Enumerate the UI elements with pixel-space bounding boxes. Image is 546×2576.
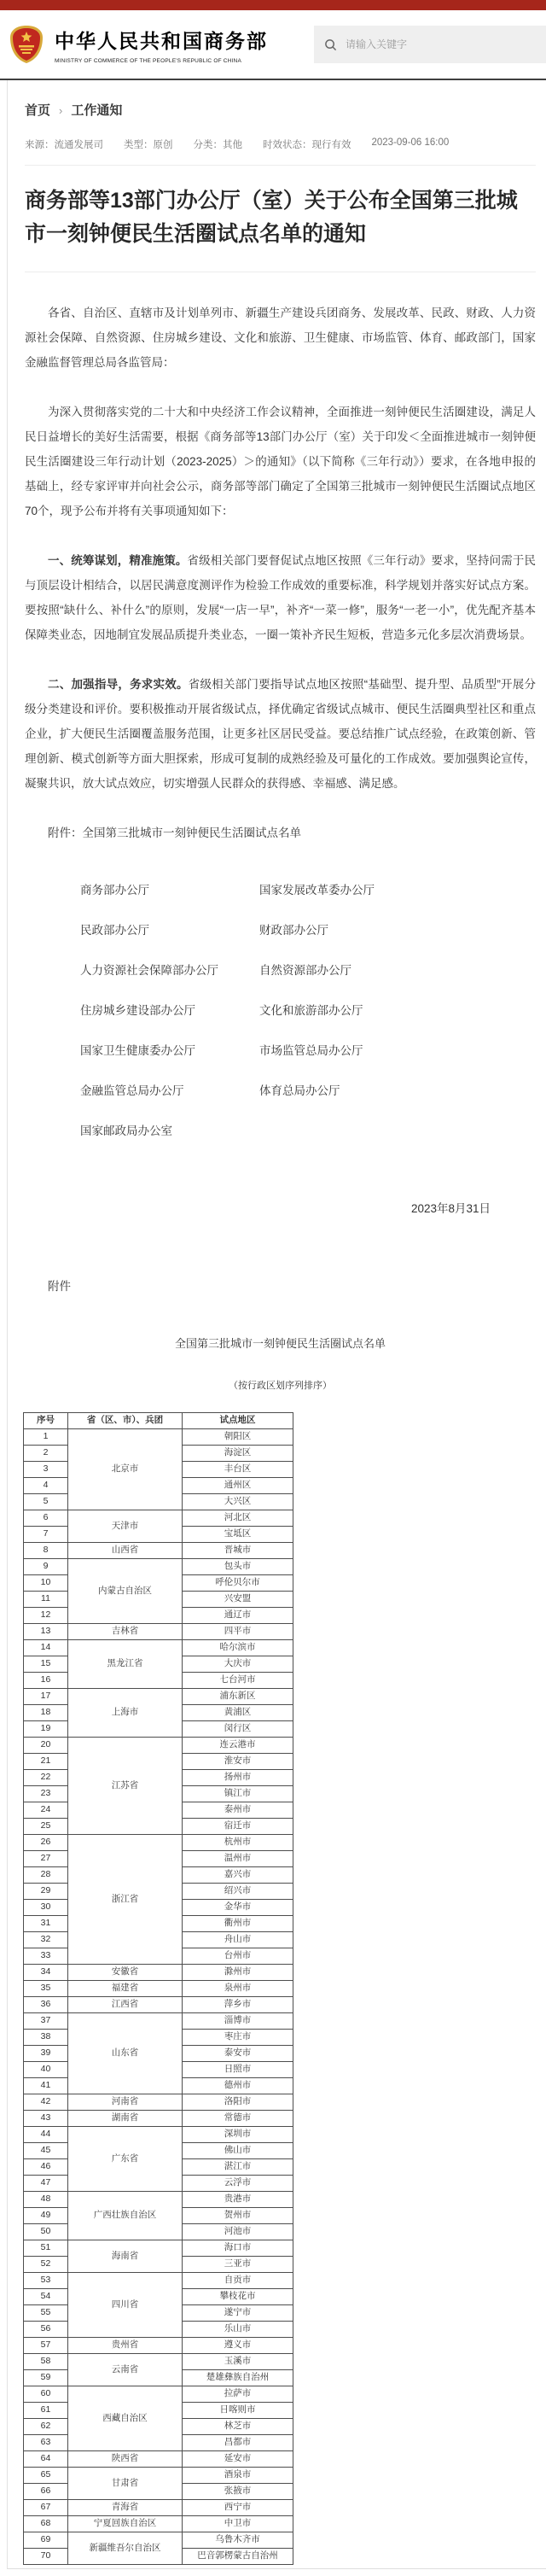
seq-cell: 22 xyxy=(24,1770,68,1786)
signature-right: 国家发展改革委办公厅 xyxy=(259,884,375,897)
province-cell: 海南省 xyxy=(68,2240,183,2273)
seq-cell: 63 xyxy=(24,2435,68,2451)
province-cell: 甘肃省 xyxy=(68,2468,183,2500)
pilot-area-cell: 林芝市 xyxy=(183,2419,293,2435)
search-input[interactable] xyxy=(346,38,536,50)
table-row xyxy=(24,1624,293,1640)
table-row xyxy=(24,1559,293,1575)
signature-left: 住房城乡建设部办公厅 xyxy=(80,1004,195,1017)
pilot-area-cell: 台州市 xyxy=(183,1948,293,1965)
pilot-area-cell: 宝坻区 xyxy=(183,1527,293,1543)
meta-publish-date: 2023-09-06 16:00 xyxy=(371,137,450,148)
pilot-area-cell: 海口市 xyxy=(183,2240,293,2257)
seq-cell: 45 xyxy=(24,2143,68,2159)
seq-cell: 33 xyxy=(24,1948,68,1965)
pilot-area-cell: 乌鲁木齐市 xyxy=(183,2532,293,2549)
table-row xyxy=(24,2468,293,2484)
pilot-area-cell: 泰安市 xyxy=(183,2046,293,2062)
province-cell: 山东省 xyxy=(68,2013,183,2094)
seq-cell: 18 xyxy=(24,1705,68,1721)
pilot-area-cell: 绍兴市 xyxy=(183,1884,293,1900)
seq-cell: 35 xyxy=(24,1981,68,1997)
seq-cell: 62 xyxy=(24,2419,68,2435)
pilot-area-cell: 海淀区 xyxy=(183,1446,293,1462)
article-body xyxy=(25,272,536,845)
table-row xyxy=(24,2500,293,2516)
table-row xyxy=(24,1510,293,1527)
article-paragraph: 各省、自治区、直辖市及计划单列市、新疆生产建设兵团商务、发展改革、民政、财政、人力资源社会保障、自然资源、住房城乡建设、文化和旅游、卫生健康、市场监管、体育、邮政部门，国家金融监督管理总局各监管局： xyxy=(25,307,536,369)
signature-row xyxy=(25,958,536,983)
seq-cell: 8 xyxy=(24,1543,68,1559)
column-header-seq: 序号 xyxy=(24,1413,68,1429)
seq-cell: 59 xyxy=(24,2370,68,2386)
seq-cell: 15 xyxy=(24,1656,68,1673)
pilot-area-cell: 西宁市 xyxy=(183,2500,293,2516)
issue-date: 2023年8月31日 xyxy=(410,1202,491,1215)
province-cell: 天津市 xyxy=(68,1510,183,1543)
pilot-area-cell: 楚雄彝族自治州 xyxy=(183,2370,293,2386)
pilot-area-cell: 张掖市 xyxy=(183,2484,293,2500)
seq-cell: 66 xyxy=(24,2484,68,2500)
province-cell: 青海省 xyxy=(68,2500,183,2516)
seq-cell: 38 xyxy=(24,2030,68,2046)
seq-cell: 51 xyxy=(24,2240,68,2257)
signature-left: 人力资源社会保障部办公厅 xyxy=(80,964,218,977)
seq-cell: 37 xyxy=(24,2013,68,2030)
seq-cell: 24 xyxy=(24,1802,68,1819)
pilot-area-cell: 嘉兴市 xyxy=(183,1867,293,1884)
seq-cell: 30 xyxy=(24,1900,68,1916)
pilot-area-cell: 淮安市 xyxy=(183,1754,293,1770)
signature-right: 财政部办公厅 xyxy=(259,924,328,937)
pilot-area-cell: 洛阳市 xyxy=(183,2094,293,2111)
province-cell: 四川省 xyxy=(68,2273,183,2338)
table-row xyxy=(24,1689,293,1705)
pilot-areas-table xyxy=(23,1412,293,2565)
table-row xyxy=(24,2273,293,2289)
meta-type: 类型：原创 xyxy=(124,140,173,150)
meta-source: 来源：流通发展司 xyxy=(25,140,103,150)
province-cell: 上海市 xyxy=(68,1689,183,1738)
seq-cell: 42 xyxy=(24,2094,68,2111)
attachment-label: 附件 xyxy=(48,1280,71,1293)
seq-cell: 43 xyxy=(24,2111,68,2127)
pilot-area-cell: 遵义市 xyxy=(183,2338,293,2354)
table-row xyxy=(24,1997,293,2013)
pilot-area-cell: 七台河市 xyxy=(183,1673,293,1689)
pilot-area-cell: 泰州市 xyxy=(183,1802,293,1819)
table-row xyxy=(24,2111,293,2127)
province-cell: 江西省 xyxy=(68,1997,183,2013)
pilot-area-cell: 宿迁市 xyxy=(183,1819,293,1835)
seq-cell: 65 xyxy=(24,2468,68,2484)
article-paragraph: 一、统筹谋划，精准施策。省级相关部门要督促试点地区按照《三年行动》要求，坚持问需于民与顶层设计相结合，以居民满意度测评作为检验工作成效的重要标准，科学规划并落实好试点方案。要按照“缺什么、补什么”的原则，发展“一店一早”，补齐“一菜一修”，服务“一老一小”，优先配齐基本保障类业态，因地制宜发展品质提升类业态，一圈一策补齐民生短板，营造多元化多层次消费场景。 xyxy=(25,554,537,641)
signature-left: 国家邮政局办公室 xyxy=(80,1124,172,1137)
table-row xyxy=(24,2386,293,2403)
seq-cell: 1 xyxy=(24,1429,68,1446)
pilot-area-cell: 乐山市 xyxy=(183,2322,293,2338)
seq-cell: 60 xyxy=(24,2386,68,2403)
table-row xyxy=(24,2192,293,2208)
table-row xyxy=(24,1543,293,1559)
pilot-area-cell: 杭州市 xyxy=(183,1835,293,1851)
meta-validity: 时效状态：现行有效 xyxy=(263,140,351,150)
signature-left: 国家卫生健康委办公厅 xyxy=(80,1044,195,1057)
table-row xyxy=(24,2338,293,2354)
signature-row xyxy=(25,918,536,943)
site-title-english: MINISTRY OF COMMERCE OF THE PEOPLE'S REPUBLIC OF CHINA xyxy=(55,57,241,64)
breadcrumb-current[interactable]: 工作通知 xyxy=(71,103,123,118)
pilot-area-cell: 拉萨市 xyxy=(183,2386,293,2403)
seq-cell: 53 xyxy=(24,2273,68,2289)
pilot-area-cell: 玉溪市 xyxy=(183,2354,293,2370)
signature-right: 自然资源部办公厅 xyxy=(259,964,351,977)
seq-cell: 49 xyxy=(24,2208,68,2224)
national-emblem-logo xyxy=(9,25,44,64)
seq-cell: 3 xyxy=(24,1462,68,1478)
province-cell: 北京市 xyxy=(68,1429,183,1510)
pilot-area-cell: 扬州市 xyxy=(183,1770,293,1786)
top-red-bar xyxy=(0,0,546,10)
province-cell: 新疆维吾尔自治区 xyxy=(68,2532,183,2565)
attachment-table-title: 全国第三批城市一刻钟便民生活圈试点名单 xyxy=(174,1337,386,1350)
content-container xyxy=(7,80,546,2568)
seq-cell: 68 xyxy=(24,2516,68,2532)
province-cell: 湖南省 xyxy=(68,2111,183,2127)
seq-cell: 70 xyxy=(24,2549,68,2565)
table-row xyxy=(24,2094,293,2111)
pilot-area-cell: 萍乡市 xyxy=(183,1997,293,2013)
seq-cell: 4 xyxy=(24,1478,68,1494)
seq-cell: 50 xyxy=(24,2224,68,2240)
meta-category: 分类：其他 xyxy=(193,140,242,150)
seq-cell: 7 xyxy=(24,1527,68,1543)
seq-cell: 26 xyxy=(24,1835,68,1851)
site-header xyxy=(0,10,546,79)
pilot-area-cell: 深圳市 xyxy=(183,2127,293,2143)
pilot-area-cell: 遂宁市 xyxy=(183,2305,293,2322)
seq-cell: 56 xyxy=(24,2322,68,2338)
seq-cell: 67 xyxy=(24,2500,68,2516)
seq-cell: 69 xyxy=(24,2532,68,2549)
seq-cell: 10 xyxy=(24,1575,68,1592)
article-paragraph: 为深入贯彻落实党的二十大和中央经济工作会议精神，全面推进一刻钟便民生活圈建设，满足人民日益增长的美好生活需要，根据《商务部等13部门办公厅（室）关于印发＜全面推进城市一刻钟便民生活圈建设三年行动计划（2023-2025）＞的通知》（以下简称《三年行动》）要求，在各地申报的基础上，经专家评审并向社会公示，商务部等部门确定了全国第三批城市一刻钟便民生活圈试点地区70个，现予公布并将有关事项通知如下： xyxy=(25,406,536,517)
signature-row xyxy=(25,1078,536,1103)
seq-cell: 47 xyxy=(24,2176,68,2192)
pilot-area-cell: 佛山市 xyxy=(183,2143,293,2159)
table-row xyxy=(24,1965,293,1981)
seq-cell: 39 xyxy=(24,2046,68,2062)
pilot-area-cell: 连云港市 xyxy=(183,1738,293,1754)
seq-cell: 32 xyxy=(24,1932,68,1948)
pilot-area-cell: 德州市 xyxy=(183,2078,293,2094)
pilot-area-cell: 舟山市 xyxy=(183,1932,293,1948)
table-row xyxy=(24,1429,293,1446)
province-cell: 黑龙江省 xyxy=(68,1640,183,1689)
province-cell: 广东省 xyxy=(68,2127,183,2192)
pilot-area-cell: 云浮市 xyxy=(183,2176,293,2192)
attachment-table-subtitle: （按行政区划序列排序） xyxy=(229,1381,332,1391)
pilot-area-cell: 闵行区 xyxy=(183,1721,293,1738)
pilot-area-cell: 常德市 xyxy=(183,2111,293,2127)
pilot-area-cell: 中卫市 xyxy=(183,2516,293,2532)
pilot-area-cell: 昌都市 xyxy=(183,2435,293,2451)
province-cell: 宁夏回族自治区 xyxy=(68,2516,183,2532)
seq-cell: 25 xyxy=(24,1819,68,1835)
article-title: 商务部等13部门办公厅（室）关于公布全国第三批城市一刻钟便民生活圈试点名单的通知 xyxy=(25,166,536,272)
province-cell: 山西省 xyxy=(68,1543,183,1559)
seq-cell: 57 xyxy=(24,2338,68,2354)
signature-right: 体育总局办公厅 xyxy=(259,1084,340,1097)
province-cell: 江苏省 xyxy=(68,1738,183,1835)
pilot-area-cell: 河北区 xyxy=(183,1510,293,1527)
pilot-area-cell: 日喀则市 xyxy=(183,2403,293,2419)
seq-cell: 12 xyxy=(24,1608,68,1624)
search-box[interactable] xyxy=(314,26,546,63)
province-cell: 贵州省 xyxy=(68,2338,183,2354)
pilot-area-cell: 大兴区 xyxy=(183,1494,293,1510)
pilot-area-cell: 四平市 xyxy=(183,1624,293,1640)
signature-row xyxy=(25,1038,536,1063)
pilot-area-cell: 通辽市 xyxy=(183,1608,293,1624)
seq-cell: 40 xyxy=(24,2062,68,2078)
province-cell: 吉林省 xyxy=(68,1624,183,1640)
signature-right: 市场监管总局办公厅 xyxy=(259,1044,363,1057)
pilot-area-cell: 淄博市 xyxy=(183,2013,293,2030)
article-paragraph: 二、加强指导，务求实效。省级相关部门要指导试点地区按照“基础型、提升型、品质型”开展分级分类建设和评价。要积极推动开展省级试点，择优确定省级试点城市、便民生活圈典型社区和重点企业，扩大便民生活圈覆盖服务范围，让更多社区居民受益。要总结推广试点经验，在政策创新、管理创新、模式创新等方面大胆探索，形成可复制的成熟经验及可量化的工作成效。要加强舆论宣传，凝聚共识，放大试点效应，切实增强人民群众的获得感、幸福感、满足感。 xyxy=(25,678,536,790)
signature-left: 金融监管总局办公厅 xyxy=(80,1084,184,1097)
pilot-area-cell: 温州市 xyxy=(183,1851,293,1867)
table-row xyxy=(24,2516,293,2532)
province-cell: 西藏自治区 xyxy=(68,2386,183,2451)
seq-cell: 14 xyxy=(24,1640,68,1656)
province-cell: 河南省 xyxy=(68,2094,183,2111)
pilot-area-cell: 大庆市 xyxy=(183,1656,293,1673)
pilot-area-cell: 丰台区 xyxy=(183,1462,293,1478)
seq-cell: 19 xyxy=(24,1721,68,1738)
table-row xyxy=(24,1835,293,1851)
seq-cell: 27 xyxy=(24,1851,68,1867)
signature-row xyxy=(25,1119,536,1143)
pilot-area-cell: 自贡市 xyxy=(183,2273,293,2289)
pilot-area-cell: 哈尔滨市 xyxy=(183,1640,293,1656)
province-cell: 安徽省 xyxy=(68,1965,183,1981)
seq-cell: 6 xyxy=(24,1510,68,1527)
province-cell: 浙江省 xyxy=(68,1835,183,1965)
signature-left: 民政部办公厅 xyxy=(80,924,149,937)
seq-cell: 54 xyxy=(24,2289,68,2305)
province-cell: 内蒙古自治区 xyxy=(68,1559,183,1624)
pilot-area-cell: 延安市 xyxy=(183,2451,293,2468)
pilot-area-cell: 衢州市 xyxy=(183,1916,293,1932)
seq-cell: 46 xyxy=(24,2159,68,2176)
pilot-area-cell: 黄浦区 xyxy=(183,1705,293,1721)
pilot-area-cell: 金华市 xyxy=(183,1900,293,1916)
pilot-area-cell: 镇江市 xyxy=(183,1786,293,1802)
meta-row xyxy=(25,137,536,166)
seq-cell: 13 xyxy=(24,1624,68,1640)
pilot-area-cell: 日照市 xyxy=(183,2062,293,2078)
seq-cell: 34 xyxy=(24,1965,68,1981)
pilot-area-cell: 酒泉市 xyxy=(183,2468,293,2484)
seq-cell: 29 xyxy=(24,1884,68,1900)
seq-cell: 52 xyxy=(24,2257,68,2273)
pilot-area-cell: 浦东新区 xyxy=(183,1689,293,1705)
seq-cell: 64 xyxy=(24,2451,68,2468)
seq-cell: 16 xyxy=(24,1673,68,1689)
pilot-area-cell: 通州区 xyxy=(183,1478,293,1494)
seq-cell: 9 xyxy=(24,1559,68,1575)
pilot-area-cell: 三亚市 xyxy=(183,2257,293,2273)
pilot-area-cell: 湛江市 xyxy=(183,2159,293,2176)
search-icon[interactable] xyxy=(324,38,337,51)
table-row xyxy=(24,2013,293,2030)
column-header-pilot-area: 试点地区 xyxy=(183,1413,293,1429)
column-header-province: 省（区、市）、兵团 xyxy=(68,1413,183,1429)
table-row xyxy=(24,2127,293,2143)
seq-cell: 58 xyxy=(24,2354,68,2370)
pilot-area-cell: 贺州市 xyxy=(183,2208,293,2224)
pilot-area-cell: 呼伦贝尔市 xyxy=(183,1575,293,1592)
breadcrumb-separator-icon: › xyxy=(59,104,63,117)
province-cell: 陕西省 xyxy=(68,2451,183,2468)
table-header-row xyxy=(24,1413,293,1429)
site-title: 中华人民共和国商务部 xyxy=(55,29,268,52)
table-row xyxy=(24,2354,293,2370)
table-row xyxy=(24,1981,293,1997)
pilot-area-cell: 贵港市 xyxy=(183,2192,293,2208)
seq-cell: 21 xyxy=(24,1754,68,1770)
seq-cell: 17 xyxy=(24,1689,68,1705)
footer-divider xyxy=(7,2568,546,2576)
seq-cell: 48 xyxy=(24,2192,68,2208)
province-cell: 广西壮族自治区 xyxy=(68,2192,183,2240)
article-paragraph: 附件：全国第三批城市一刻钟便民生活圈试点名单 xyxy=(48,827,301,839)
signature-row xyxy=(25,878,536,902)
site-brand xyxy=(55,26,268,64)
pilot-area-cell: 枣庄市 xyxy=(183,2030,293,2046)
pilot-area-cell: 巴音郭楞蒙古自治州 xyxy=(183,2549,293,2565)
table-row xyxy=(24,2240,293,2257)
signature-left: 商务部办公厅 xyxy=(80,884,149,897)
breadcrumb-home-link[interactable]: 首页 xyxy=(25,103,51,118)
seq-cell: 36 xyxy=(24,1997,68,2013)
seq-cell: 5 xyxy=(24,1494,68,1510)
table-row xyxy=(24,1738,293,1754)
signature-row xyxy=(25,998,536,1023)
pilot-area-cell: 滁州市 xyxy=(183,1965,293,1981)
pilot-area-cell: 河池市 xyxy=(183,2224,293,2240)
signature-block xyxy=(25,878,536,1143)
seq-cell: 44 xyxy=(24,2127,68,2143)
province-cell: 福建省 xyxy=(68,1981,183,1997)
table-row xyxy=(24,1640,293,1656)
table-row xyxy=(24,2532,293,2549)
province-cell: 云南省 xyxy=(68,2354,183,2386)
table-row xyxy=(24,2451,293,2468)
seq-cell: 28 xyxy=(24,1867,68,1884)
seq-cell: 23 xyxy=(24,1786,68,1802)
pilot-area-cell: 泉州市 xyxy=(183,1981,293,1997)
seq-cell: 31 xyxy=(24,1916,68,1932)
seq-cell: 61 xyxy=(24,2403,68,2419)
seq-cell: 55 xyxy=(24,2305,68,2322)
seq-cell: 2 xyxy=(24,1446,68,1462)
pilot-area-cell: 攀枝花市 xyxy=(183,2289,293,2305)
breadcrumb xyxy=(25,80,536,119)
seq-cell: 41 xyxy=(24,2078,68,2094)
seq-cell: 11 xyxy=(24,1592,68,1608)
seq-cell: 20 xyxy=(24,1738,68,1754)
pilot-area-cell: 晋城市 xyxy=(183,1543,293,1559)
signature-right: 文化和旅游部办公厅 xyxy=(259,1004,363,1017)
pilot-area-cell: 朝阳区 xyxy=(183,1429,293,1446)
pilot-area-cell: 包头市 xyxy=(183,1559,293,1575)
pilot-area-cell: 兴安盟 xyxy=(183,1592,293,1608)
